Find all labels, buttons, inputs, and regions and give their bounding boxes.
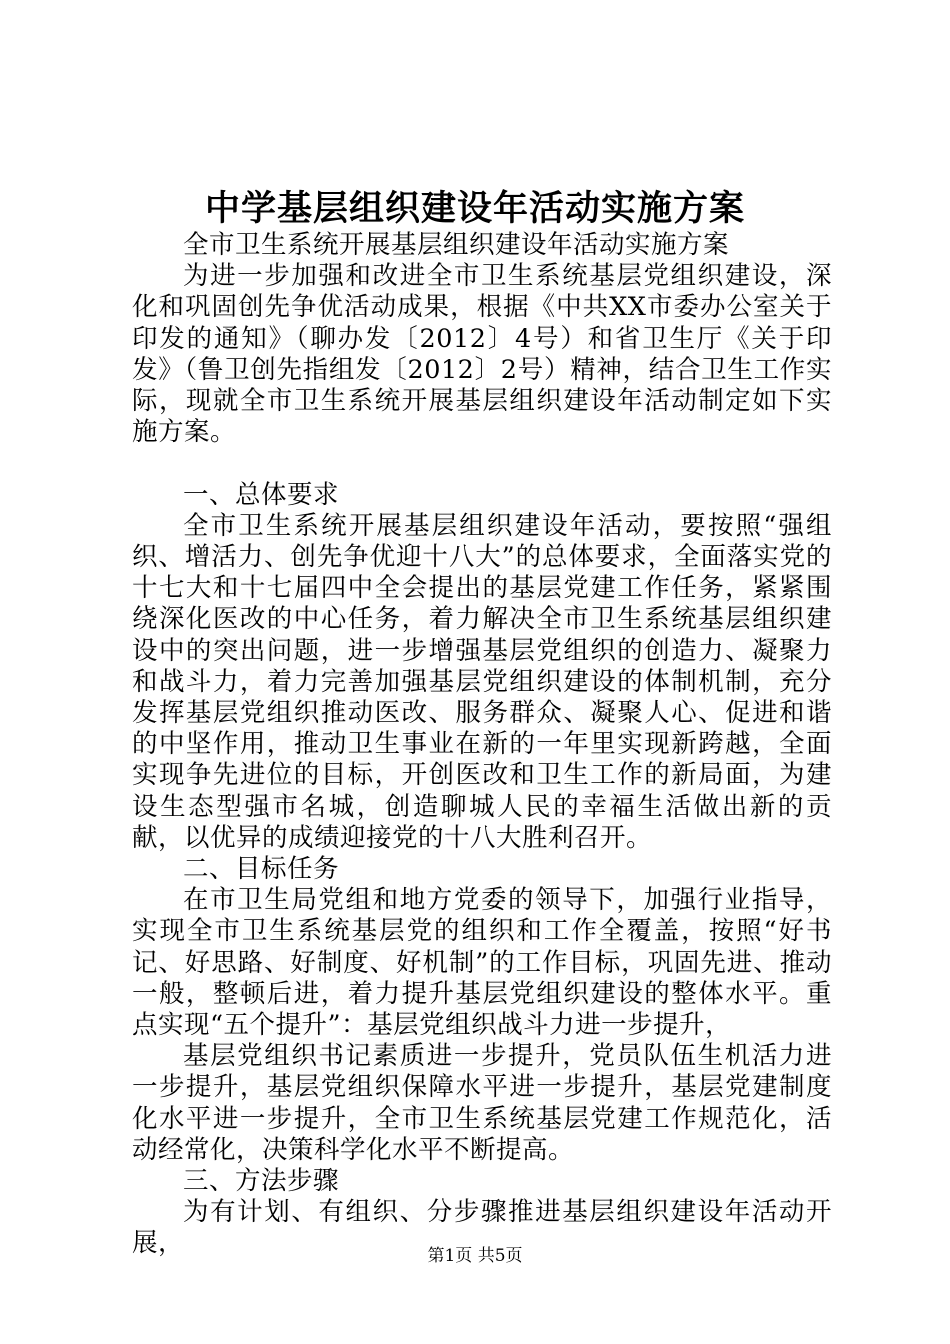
section-heading-methods: 三、方法步骤 <box>183 1166 340 1197</box>
goals-paragraph-continued: 基层党组织书记素质进一步提升，党员队伍生机活力进一步提升，基层党组织保障水平进一步提升，基层党建制度化水平进一步提升，全市卫生系统基层党建工作规范化，活动经常化，决策科学化水平不断提高。 <box>132 1041 832 1165</box>
document-title: 中学基层组织建设年活动实施方案 <box>204 188 745 229</box>
paragraph-spacer <box>132 448 832 479</box>
intro-paragraph: 为进一步加强和改进全市卫生系统基层党组织建设，深化和巩固创先争优活动成果，根据《中共XX市委办公室关于印发的通知》（聊办发〔2012〕4号）和省卫生厅《关于印发》（鲁卫创先指组发〔2012〕2号）精神，结合卫生工作实际，现就全市卫生系统开展基层组织建设年活动制定如下实施方案。 <box>132 261 832 448</box>
general-requirements-paragraph: 全市卫生系统开展基层组织建设年活动，要按照“强组织、增活力、创先争优迎十八大”的总体要求，全面落实党的十七大和十七届四中全会提出的基层党建工作任务，紧紧围绕深化医改的中心任务，着力解决全市卫生系统基层组织建设中的突出问题，进一步增强基层党组织的创造力、凝聚力和战斗力，着力完善加强基层党组织建设的体制机制，充分发挥基层党组织推动医改、服务群众、凝聚人心、促进和谐的中坚作用，推动卫生事业在新的一年里实现新跨越，全面实现争先进位的目标，开创医改和卫生工作的新局面，为建设生态型强市名城，创造聊城人民的幸福生活做出新的贡献，以优异的成绩迎接党的十八大胜利召开。 <box>132 510 832 853</box>
page-number-footer: 第1页 共5页 <box>427 1246 523 1266</box>
document-body <box>132 230 832 1260</box>
methods-paragraph: 为有计划、有组织、分步骤推进基层组织建设年活动开展， <box>132 1197 832 1259</box>
section-heading-goals: 二、目标任务 <box>183 854 340 885</box>
goals-paragraph: 在市卫生局党组和地方党委的领导下，加强行业指导，实现全市卫生系统基层党的组织和工作全覆盖，按照“好书记、好思路、好制度、好机制”的工作目标，巩固先进、推动一般，整顿后进，着力提升基层党组织建设的整体水平。重点实现“五个提升”：基层党组织战斗力进一步提升， <box>132 885 832 1041</box>
subtitle-paragraph: 全市卫生系统开展基层组织建设年活动实施方案 <box>183 230 730 260</box>
section-heading-general-requirements: 一、总体要求 <box>183 479 340 510</box>
